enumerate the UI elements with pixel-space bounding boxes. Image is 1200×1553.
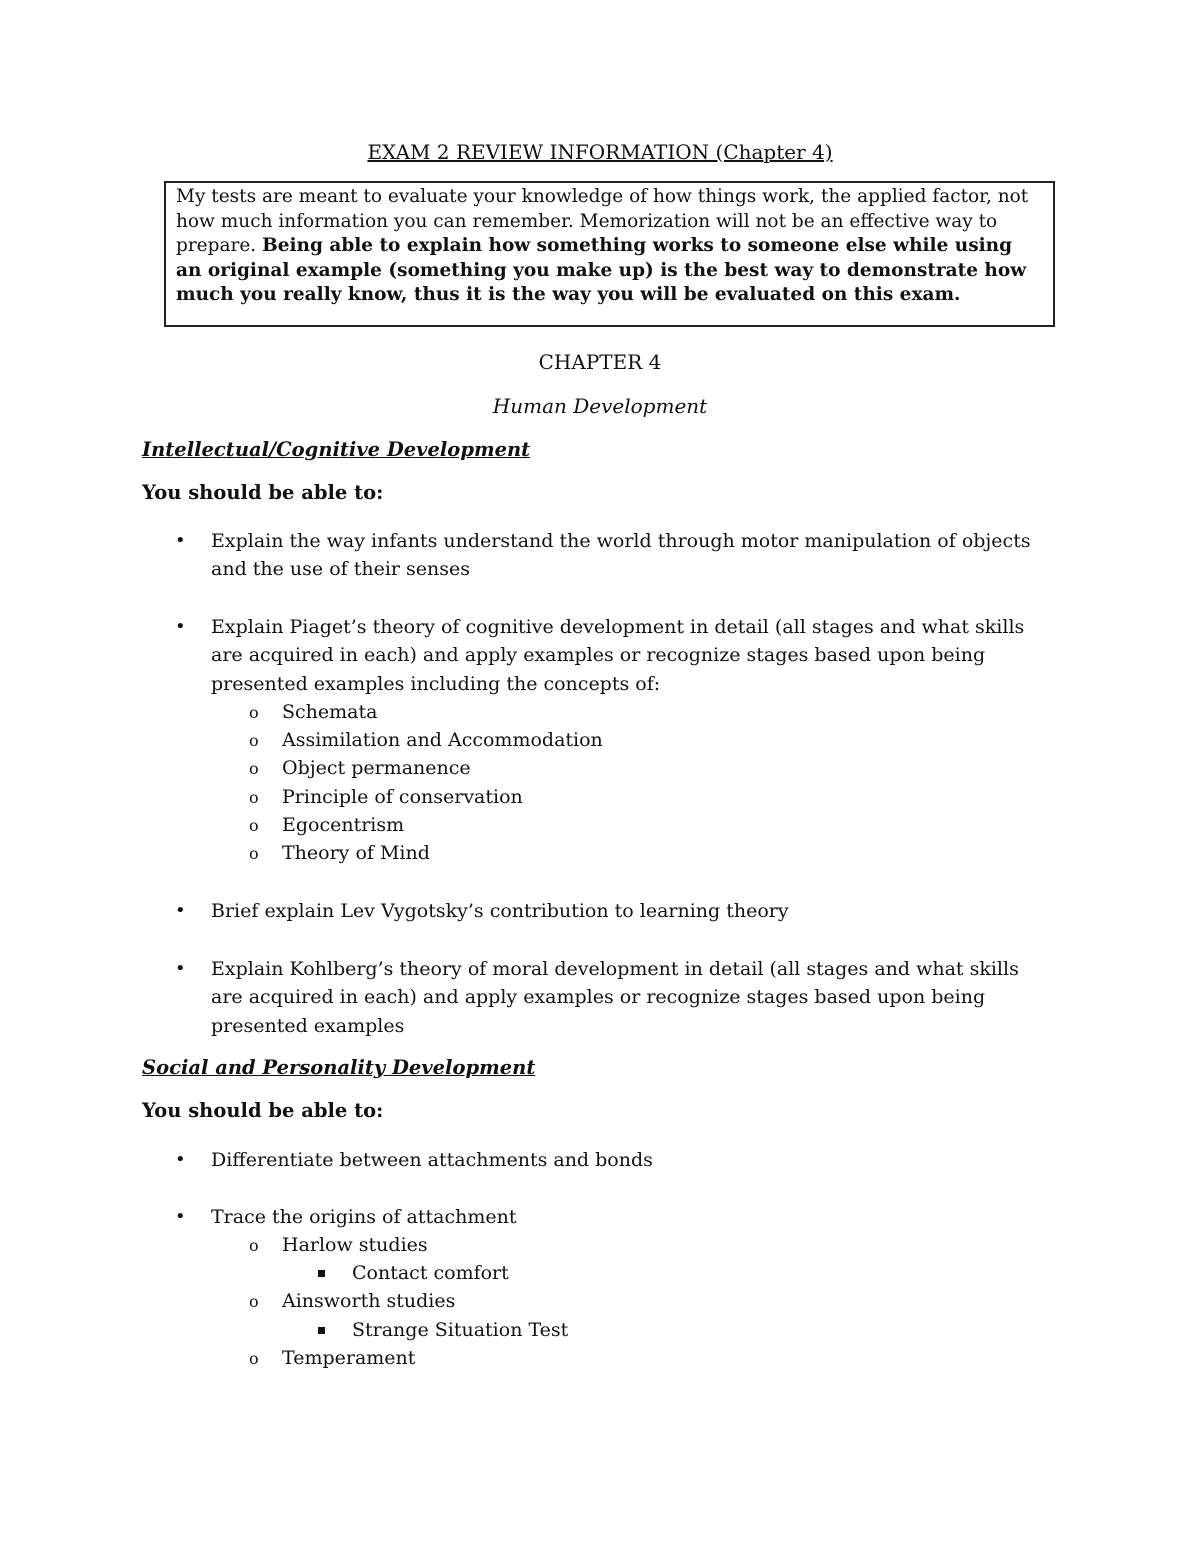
bullet-marker: • bbox=[175, 900, 186, 921]
list-item: Differentiate between attachments and bonds bbox=[211, 1149, 653, 1171]
able-to-label: You should be able to: bbox=[142, 1099, 384, 1122]
notice-bold-text: Being able to explain how something works to someone else while using an original example (something you make up) is the best way to demonstrate how much you really know, thus it is the way you will be evaluated on this exam. bbox=[176, 235, 1027, 306]
sub-marker: o bbox=[249, 816, 259, 835]
section-heading-social: Social and Personality Development bbox=[142, 1056, 536, 1079]
square-bullet-icon bbox=[318, 1270, 325, 1277]
bullet-marker: • bbox=[175, 616, 186, 637]
sub-marker: o bbox=[249, 788, 259, 807]
sub-list-item: Assimilation and Accommodation bbox=[282, 729, 603, 751]
list-item: Explain Kohlberg’s theory of moral development in detail (all stages and what skills are acquired in each) and apply examples or recognize stages based upon being presented examples bbox=[211, 958, 1019, 1037]
sub-list-item: Egocentrism bbox=[282, 814, 405, 836]
section-heading-cognitive: Intellectual/Cognitive Development bbox=[142, 438, 531, 461]
sub-marker: o bbox=[249, 731, 259, 750]
sub-marker: o bbox=[249, 759, 259, 778]
chapter-subtitle: Human Development bbox=[492, 394, 708, 418]
sub-list-item: Ainsworth studies bbox=[282, 1290, 456, 1312]
bullet-marker: • bbox=[175, 530, 186, 551]
list-item: Explain the way infants understand the world through motor manipulation of objects and the use of their senses bbox=[211, 530, 1031, 581]
able-to-label: You should be able to: bbox=[142, 481, 384, 504]
notice-box bbox=[164, 181, 1055, 327]
bullet-marker: • bbox=[175, 1149, 186, 1170]
sub-list-item: Principle of conservation bbox=[282, 786, 523, 808]
sub-marker: o bbox=[249, 844, 259, 863]
bullet-marker: • bbox=[175, 958, 186, 979]
sub-sub-list-item: Strange Situation Test bbox=[352, 1319, 569, 1341]
sub-list-item: Object permanence bbox=[282, 757, 471, 779]
sub-list-item: Harlow studies bbox=[282, 1234, 428, 1256]
sub-marker: o bbox=[249, 1292, 259, 1311]
sub-marker: o bbox=[249, 703, 259, 722]
sub-list-item: Temperament bbox=[282, 1347, 416, 1369]
chapter-heading: CHAPTER 4 bbox=[538, 350, 662, 374]
bullet-marker: • bbox=[175, 1206, 186, 1227]
list-item: Trace the origins of attachment bbox=[211, 1206, 517, 1228]
sub-list-item: Schemata bbox=[282, 701, 378, 723]
sub-sub-list-item: Contact comfort bbox=[352, 1262, 509, 1284]
list-item: Brief explain Lev Vygotsky’s contribution to learning theory bbox=[211, 900, 789, 922]
list-item: Explain Piaget’s theory of cognitive development in detail (all stages and what skills are acquired in each) and apply examples or recognize stages based upon being presented examples including the concepts of: bbox=[211, 616, 1025, 695]
sub-marker: o bbox=[249, 1236, 259, 1255]
square-bullet-icon bbox=[318, 1327, 325, 1334]
sub-list-item: Theory of Mind bbox=[282, 842, 430, 864]
sub-marker: o bbox=[249, 1349, 259, 1368]
document-title: EXAM 2 REVIEW INFORMATION (Chapter 4) bbox=[367, 140, 833, 164]
notice-text: My tests are meant to evaluate your knowledge of how things work, the applied factor, not how much information you can remember. Memorization will not be an effective way to prepare. bbox=[176, 186, 1029, 257]
